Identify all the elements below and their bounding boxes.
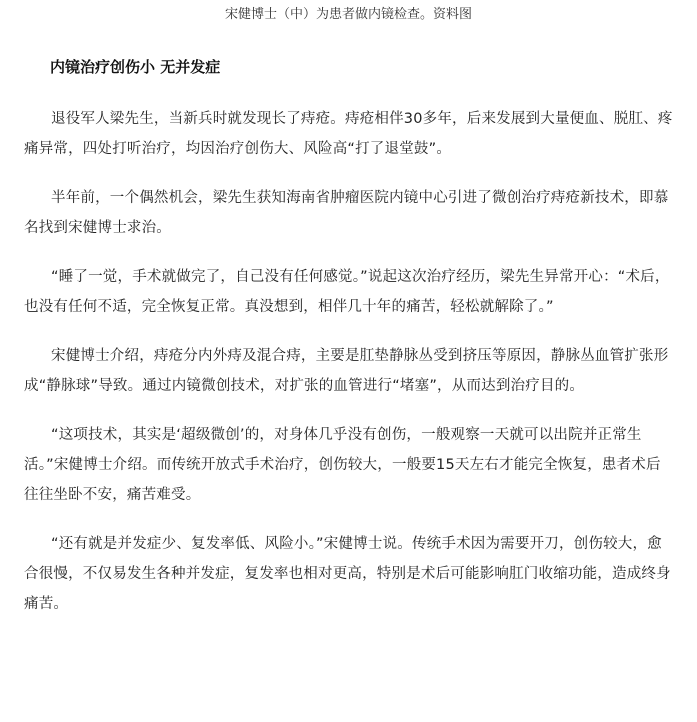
paragraph: “还有就是并发症少、复发率低、风险小。”宋健博士说。传统手术因为需要开刀，创伤较大，愈合很慢，不仅易发生各种并发症，复发率也相对更高，特别是术后可能影响肛门收缩功能，造成终身痛苦。 (24, 536, 671, 612)
article-body (24, 56, 674, 638)
paragraph: 退役军人梁先生，当新兵时就发现长了痔疮。痔疮相伴30多年，后来发展到大量便血、脱肛、疼痛异常，四处打听治疗，均因治疗创伤大、风险高“打了退堂鼓”。 (24, 111, 673, 157)
paragraph: 半年前，一个偶然机会，梁先生获知海南省肿瘤医院内镜中心引进了微创治疗痔疮新技术，即慕名找到宋健博士求治。 (24, 190, 669, 236)
paragraph: 宋健博士介绍，痔疮分内外痔及混合痔，主要是肛垫静脉丛受到挤压等原因，静脉丛血管扩张形成“静脉球”导致。通过内镜微创技术，对扩张的血管进行“堵塞”，从而达到治疗目的。 (24, 348, 669, 394)
paragraph: “睡了一觉，手术就做完了，自己没有任何感觉。”说起这次治疗经历，梁先生异常开心：“术后，也没有任何不适，完全恢复正常。真没想到，相伴几十年的痛苦，轻松就解除了。” (24, 269, 670, 315)
paragraph: “这项技术，其实是‘超级微创’的，对身体几乎没有创伤，一般观察一天就可以出院并正常生活。”宋健博士介绍。而传统开放式手术治疗，创伤较大，一般要15天左右才能完全恢复，患者术后往往坐卧不安，痛苦难受。 (24, 427, 661, 503)
image-caption: 宋健博士（中）为患者做内镜检查。资料图 (224, 7, 472, 22)
section-heading: 内镜治疗创伤小 无并发症 (50, 58, 221, 76)
